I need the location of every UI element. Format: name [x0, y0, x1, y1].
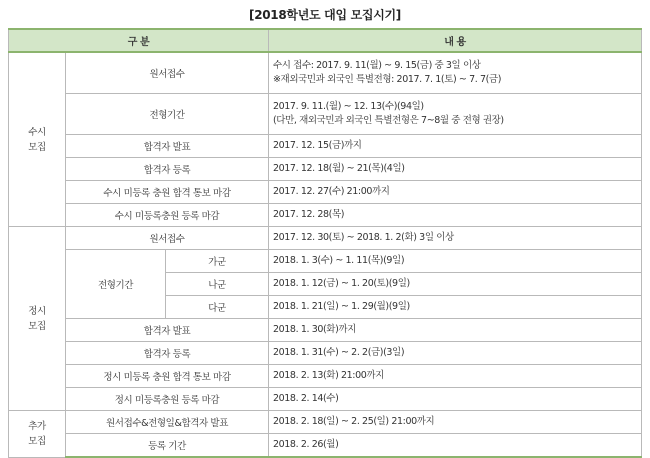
item-label: 합격자 발표: [66, 319, 269, 342]
value-line: ※재외국민과 외국인 특별전형: 2017. 7. 1(토) ~ 7. 7(금): [273, 74, 501, 85]
group-label: 나군: [166, 273, 269, 296]
item-value: 2017. 12. 30(토) ~ 2018. 1. 2(화) 3일 이상: [269, 227, 642, 250]
item-label: 수시 미등록 충원 합격 통보 마감: [66, 181, 269, 204]
category-label: 정시: [28, 305, 46, 317]
admission-schedule-table: [8, 28, 642, 458]
item-value: 2017. 12. 18(월) ~ 21(목)(4일): [269, 158, 642, 181]
item-label: 정시 미등록충원 등록 마감: [66, 388, 269, 411]
header-content: 내 용: [269, 29, 642, 52]
item-value: [269, 52, 642, 94]
table-row: [9, 250, 642, 273]
table-row: [9, 94, 642, 135]
item-label: 전형기간: [66, 250, 166, 319]
table-row: [9, 227, 642, 250]
page-title: [2018학년도 대입 모집시기]: [249, 8, 401, 22]
item-value: [269, 94, 642, 135]
value-line: 2017. 9. 11.(월) ~ 12. 13(수)(94일): [273, 101, 424, 112]
item-value: 2017. 12. 15(금)까지: [269, 135, 642, 158]
table-row: [9, 158, 642, 181]
item-value: 2018. 2. 14(수): [269, 388, 642, 411]
item-value: 2018. 1. 31(수) ~ 2. 2(금)(3일): [269, 342, 642, 365]
item-label: 원서접수: [66, 52, 269, 94]
item-value: 2018. 1. 21(일) ~ 1. 29(월)(9일): [269, 296, 642, 319]
category-jeongsi: [9, 227, 66, 411]
table-row: [9, 411, 642, 434]
table-row: [9, 342, 642, 365]
item-label: 합격자 등록: [66, 342, 269, 365]
item-value: 2018. 1. 3(수) ~ 1. 11(목)(9일): [269, 250, 642, 273]
header-category: 구 분: [9, 29, 269, 52]
item-label: 정시 미등록 충원 합격 통보 마감: [66, 365, 269, 388]
table-row: [9, 52, 642, 94]
item-label: 등록 기간: [66, 434, 269, 458]
group-label: 가군: [166, 250, 269, 273]
table-row: [9, 319, 642, 342]
category-chuga: [9, 411, 66, 458]
table-row: [9, 434, 642, 458]
table-row: [9, 135, 642, 158]
item-value: 2018. 2. 18(일) ~ 2. 25(일) 21:00까지: [269, 411, 642, 434]
category-label: 모집: [28, 320, 46, 332]
item-value: 2018. 2. 13(화) 21:00까지: [269, 365, 642, 388]
item-value: 2018. 1. 30(화)까지: [269, 319, 642, 342]
item-label: 합격자 발표: [66, 135, 269, 158]
item-value: 2018. 1. 12(금) ~ 1. 20(토)(9일): [269, 273, 642, 296]
item-value: 2017. 12. 28(목): [269, 204, 642, 227]
item-label: 합격자 등록: [66, 158, 269, 181]
table-row: [9, 388, 642, 411]
value-line: 수시 접수: 2017. 9. 11(월) ~ 9. 15(금) 중 3일 이상: [273, 60, 481, 71]
item-label: 수시 미등록충원 등록 마감: [66, 204, 269, 227]
table-row: [9, 181, 642, 204]
item-value: 2018. 2. 26(월): [269, 434, 642, 458]
category-susi: [9, 52, 66, 227]
category-label: 모집: [28, 141, 46, 153]
table-row: [9, 204, 642, 227]
category-label: 수시: [28, 126, 46, 138]
table-header-row: [9, 29, 642, 52]
group-label: 다군: [166, 296, 269, 319]
item-label: 원서접수: [66, 227, 269, 250]
item-label: 전형기간: [66, 94, 269, 135]
item-value: 2017. 12. 27(수) 21:00까지: [269, 181, 642, 204]
category-label: 추가: [28, 420, 46, 432]
table-row: [9, 365, 642, 388]
category-label: 모집: [28, 435, 46, 447]
item-label: 원서접수&전형일&합격자 발표: [66, 411, 269, 434]
value-line: (다만, 재외국민과 외국인 특별전형은 7~8월 중 전형 권장): [273, 115, 504, 126]
